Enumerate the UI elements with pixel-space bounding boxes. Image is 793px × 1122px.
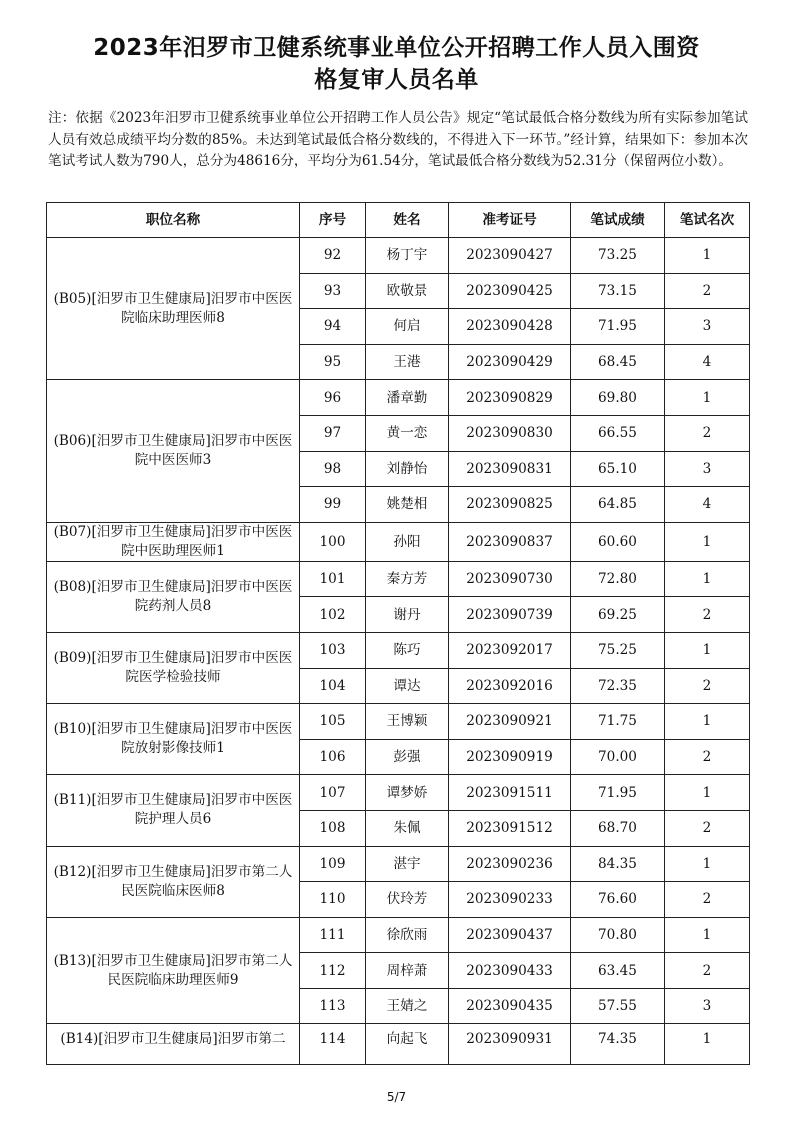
- seq-cell: 110: [300, 882, 366, 918]
- seq-cell: 98: [300, 451, 366, 487]
- score-cell: 84.35: [571, 846, 665, 882]
- name-cell: 彭强: [366, 739, 449, 775]
- score-cell: 74.35: [571, 1024, 665, 1065]
- name-cell: 王婧之: [366, 988, 449, 1024]
- seq-cell: 108: [300, 810, 366, 846]
- seq-cell: 94: [300, 309, 366, 345]
- position-cell: (B13)[汨罗市卫生健康局]汨罗市第二人民医院临床助理医师9: [47, 917, 300, 1024]
- score-cell: 60.60: [571, 522, 665, 561]
- name-cell: 姚楚相: [366, 487, 449, 523]
- rank-cell: 4: [665, 344, 750, 380]
- table-row: [47, 775, 750, 811]
- score-cell: 73.15: [571, 273, 665, 309]
- rank-cell: 1: [665, 775, 750, 811]
- position-cell: (B11)[汨罗市卫生健康局]汨罗市中医医院护理人员6: [47, 775, 300, 846]
- ticket-cell: 2023090830: [449, 415, 571, 451]
- ticket-cell: 2023090829: [449, 380, 571, 416]
- title-line-2: 格复审人员名单: [314, 67, 479, 93]
- ticket-cell: 2023092016: [449, 668, 571, 704]
- rank-cell: 1: [665, 704, 750, 740]
- rank-cell: 1: [665, 632, 750, 668]
- seq-cell: 103: [300, 632, 366, 668]
- score-cell: 69.25: [571, 597, 665, 633]
- ticket-cell: 2023090236: [449, 846, 571, 882]
- table-header-row: [47, 203, 750, 238]
- score-cell: 69.80: [571, 380, 665, 416]
- seq-cell: 101: [300, 561, 366, 597]
- ticket-cell: 2023090825: [449, 487, 571, 523]
- seq-cell: 102: [300, 597, 366, 633]
- ticket-cell: 2023090919: [449, 739, 571, 775]
- rank-cell: 2: [665, 953, 750, 989]
- page-number: 5/7: [386, 1090, 407, 1104]
- ticket-cell: 2023090921: [449, 704, 571, 740]
- seq-cell: 109: [300, 846, 366, 882]
- seq-cell: 114: [300, 1024, 366, 1065]
- name-cell: 伏玲芳: [366, 882, 449, 918]
- name-cell: 陈巧: [366, 632, 449, 668]
- name-cell: 黄一恋: [366, 415, 449, 451]
- score-cell: 70.00: [571, 739, 665, 775]
- header-name: 姓名: [366, 203, 449, 238]
- score-cell: 64.85: [571, 487, 665, 523]
- name-cell: 徐欣雨: [366, 917, 449, 953]
- ticket-cell: 2023090437: [449, 917, 571, 953]
- seq-cell: 100: [300, 522, 366, 561]
- ticket-cell: 2023090739: [449, 597, 571, 633]
- score-cell: 57.55: [571, 988, 665, 1024]
- table-row: [47, 917, 750, 953]
- seq-cell: 92: [300, 238, 366, 274]
- ticket-cell: 2023090837: [449, 522, 571, 561]
- table-row: [47, 632, 750, 668]
- name-cell: 杨丁宇: [366, 238, 449, 274]
- rank-cell: 3: [665, 451, 750, 487]
- score-cell: 70.80: [571, 917, 665, 953]
- name-cell: 谢丹: [366, 597, 449, 633]
- note-paragraph: 注：依据《2023年汨罗市卫健系统事业单位公开招聘工作人员公告》规定“笔试最低合格分数线为所有实际参加笔试人员有效总成绩平均分数的85%。未达到笔试最低合格分数线的，不得进入下一环节。”经计算，结果如下：参加本次笔试考试人数为790人，总分为48616分，平均分为61.54分，笔试最低合格分数线为52.31分（保留两位小数）。: [48, 110, 748, 169]
- seq-cell: 107: [300, 775, 366, 811]
- score-cell: 66.55: [571, 415, 665, 451]
- ticket-cell: 2023090233: [449, 882, 571, 918]
- rank-cell: 1: [665, 522, 750, 561]
- document-title: [0, 32, 793, 96]
- name-cell: 潘章勤: [366, 380, 449, 416]
- ticket-cell: 2023090429: [449, 344, 571, 380]
- position-cell: (B10)[汨罗市卫生健康局]汨罗市中医医院放射影像技师1: [47, 704, 300, 775]
- score-cell: 65.10: [571, 451, 665, 487]
- ticket-cell: 2023090831: [449, 451, 571, 487]
- header-score: 笔试成绩: [571, 203, 665, 238]
- score-cell: 71.75: [571, 704, 665, 740]
- ticket-cell: 2023091511: [449, 775, 571, 811]
- rank-cell: 2: [665, 668, 750, 704]
- ticket-cell: 2023090435: [449, 988, 571, 1024]
- ticket-cell: 2023090425: [449, 273, 571, 309]
- rank-cell: 1: [665, 561, 750, 597]
- name-cell: 王博颖: [366, 704, 449, 740]
- score-cell: 68.45: [571, 344, 665, 380]
- rank-cell: 2: [665, 597, 750, 633]
- seq-cell: 106: [300, 739, 366, 775]
- name-cell: 朱佩: [366, 810, 449, 846]
- ticket-cell: 2023090433: [449, 953, 571, 989]
- name-cell: 秦方芳: [366, 561, 449, 597]
- name-cell: 孙阳: [366, 522, 449, 561]
- header-rank: 笔试名次: [665, 203, 750, 238]
- candidate-table: [46, 202, 750, 1065]
- score-cell: 73.25: [571, 238, 665, 274]
- name-cell: 向起飞: [366, 1024, 449, 1065]
- rank-cell: 2: [665, 810, 750, 846]
- ticket-cell: 2023090730: [449, 561, 571, 597]
- rank-cell: 3: [665, 988, 750, 1024]
- position-cell: (B07)[汨罗市卫生健康局]汨罗市中医医院中医助理医师1: [47, 522, 300, 561]
- name-cell: 王港: [366, 344, 449, 380]
- position-cell: (B09)[汨罗市卫生健康局]汨罗市中医医院医学检验技师: [47, 632, 300, 703]
- name-cell: 何启: [366, 309, 449, 345]
- seq-cell: 111: [300, 917, 366, 953]
- rank-cell: 2: [665, 273, 750, 309]
- table-row: [47, 704, 750, 740]
- score-cell: 68.70: [571, 810, 665, 846]
- name-cell: 谭梦娇: [366, 775, 449, 811]
- name-cell: 谭达: [366, 668, 449, 704]
- ticket-cell: 2023090428: [449, 309, 571, 345]
- score-cell: 72.80: [571, 561, 665, 597]
- score-cell: 75.25: [571, 632, 665, 668]
- position-cell: (B12)[汨罗市卫生健康局]汨罗市第二人民医院临床医师8: [47, 846, 300, 917]
- score-cell: 72.35: [571, 668, 665, 704]
- title-line-1: 2023年汨罗市卫健系统事业单位公开招聘工作人员入围资: [93, 35, 700, 61]
- position-cell: (B05)[汨罗市卫生健康局]汨罗市中医医院临床助理医师8: [47, 238, 300, 380]
- table-body: [47, 238, 750, 1065]
- score-cell: 71.95: [571, 309, 665, 345]
- position-cell: (B06)[汨罗市卫生健康局]汨罗市中医医院中医医师3: [47, 380, 300, 522]
- seq-cell: 93: [300, 273, 366, 309]
- seq-cell: 104: [300, 668, 366, 704]
- ticket-cell: 2023090427: [449, 238, 571, 274]
- rank-cell: 1: [665, 1024, 750, 1065]
- table-row: [47, 380, 750, 416]
- table-row: [47, 238, 750, 274]
- position-cell: (B14)[汨罗市卫生健康局]汨罗市第二: [47, 1024, 300, 1065]
- header-ticket: 准考证号: [449, 203, 571, 238]
- rank-cell: 1: [665, 380, 750, 416]
- table-row: [47, 1024, 750, 1065]
- score-cell: 71.95: [571, 775, 665, 811]
- rank-cell: 1: [665, 846, 750, 882]
- name-cell: 湛宇: [366, 846, 449, 882]
- seq-cell: 99: [300, 487, 366, 523]
- ticket-cell: 2023090931: [449, 1024, 571, 1065]
- header-position: 职位名称: [47, 203, 300, 238]
- table-row: [47, 522, 750, 561]
- table-row: [47, 846, 750, 882]
- seq-cell: 112: [300, 953, 366, 989]
- table-row: [47, 561, 750, 597]
- rank-cell: 3: [665, 309, 750, 345]
- score-cell: 76.60: [571, 882, 665, 918]
- ticket-cell: 2023091512: [449, 810, 571, 846]
- rank-cell: 2: [665, 739, 750, 775]
- name-cell: 周梓萧: [366, 953, 449, 989]
- seq-cell: 97: [300, 415, 366, 451]
- header-seq: 序号: [300, 203, 366, 238]
- rank-cell: 4: [665, 487, 750, 523]
- score-cell: 63.45: [571, 953, 665, 989]
- name-cell: 刘静怡: [366, 451, 449, 487]
- seq-cell: 113: [300, 988, 366, 1024]
- ticket-cell: 2023092017: [449, 632, 571, 668]
- seq-cell: 95: [300, 344, 366, 380]
- seq-cell: 105: [300, 704, 366, 740]
- rank-cell: 1: [665, 238, 750, 274]
- name-cell: 欧敬景: [366, 273, 449, 309]
- seq-cell: 96: [300, 380, 366, 416]
- rank-cell: 2: [665, 882, 750, 918]
- position-cell: (B08)[汨罗市卫生健康局]汨罗市中医医院药剂人员8: [47, 561, 300, 632]
- rank-cell: 1: [665, 917, 750, 953]
- rank-cell: 2: [665, 415, 750, 451]
